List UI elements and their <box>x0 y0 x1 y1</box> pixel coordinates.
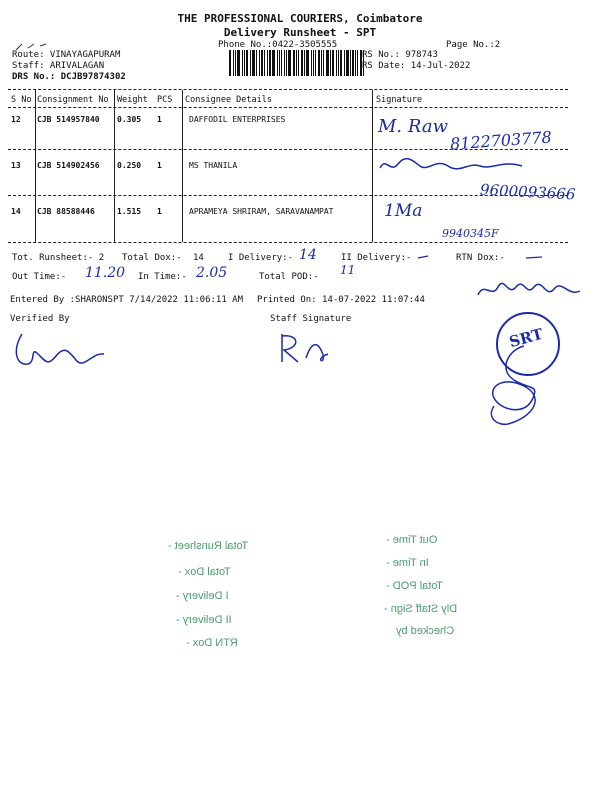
row-sno: 13 <box>11 161 21 170</box>
row-pcs: 1 <box>157 115 162 124</box>
total-dox-label: Total Dox:- <box>122 253 182 263</box>
column-line <box>372 90 373 242</box>
column-header-pcs: PCS <box>157 95 173 105</box>
barcode-bar <box>346 50 349 76</box>
row-signature-handwritten: 1Ma <box>384 201 423 221</box>
column-line <box>182 90 183 242</box>
barcode-bar <box>235 50 236 76</box>
rs-date: RS Date: 14-Jul-2022 <box>362 61 471 71</box>
total-dox-value: 14 <box>193 253 204 263</box>
show-through-text: Dly Staff Sign - <box>384 603 458 615</box>
total-pod-label: Total POD:- <box>259 272 319 282</box>
row-phone-handwritten: 9940345F <box>442 227 499 240</box>
tamil-signature <box>474 275 584 305</box>
barcode-bar <box>284 50 285 76</box>
dash-marks <box>414 250 554 264</box>
row-weight: 0.305 <box>117 115 142 124</box>
barcode-image <box>229 50 365 76</box>
column-line <box>114 90 115 242</box>
barcode-bar <box>288 50 291 76</box>
barcode-bar <box>350 50 351 76</box>
staff-label: Staff: ARIVALAGAN <box>12 61 105 71</box>
row-sno: 14 <box>11 207 21 216</box>
barcode-bar <box>250 50 251 76</box>
verified-signature <box>8 326 108 376</box>
barcode-bar <box>244 50 246 76</box>
verified-by-label: Verified By <box>10 314 70 324</box>
barcode-bar <box>229 50 231 76</box>
column-header-sno: S No <box>11 95 32 105</box>
row-consignee: DAFFODIL ENTERPRISES <box>189 115 286 124</box>
barcode-bar <box>293 50 295 76</box>
row-weight: 0.250 <box>117 161 142 170</box>
rtn-dox-label: RTN Dox:- <box>456 253 505 263</box>
show-through-text: Total POD - <box>386 580 443 592</box>
row-pcs: 1 <box>157 207 162 216</box>
barcode-bar <box>281 50 283 76</box>
i-delivery-handwritten: 14 <box>299 247 317 263</box>
drs-number: DRS No.: DCJB97874302 <box>12 72 126 82</box>
entered-by: Entered By :SHARONSPT 7/14/2022 11:06:11 AM <box>10 295 243 305</box>
barcode-bar <box>246 50 248 76</box>
barcode-bar <box>279 50 280 76</box>
barcode-bar <box>298 50 299 76</box>
barcode-bar <box>306 50 309 76</box>
document-title: Delivery Runsheet - SPT <box>223 26 377 39</box>
barcode-bar <box>330 50 331 76</box>
barcode-bar <box>340 50 342 76</box>
out-time-label: Out Time:- <box>12 272 67 282</box>
barcode-bar <box>301 50 303 76</box>
barcode-bar <box>242 50 243 76</box>
out-time-handwritten: 11.20 <box>85 265 126 281</box>
barcode-bar <box>338 50 339 76</box>
barcode-bar <box>269 50 271 76</box>
barcode-bar <box>344 50 345 76</box>
printed-on: Printed On: 14-07-2022 11:07:44 <box>257 295 425 305</box>
barcode-bar <box>256 50 257 76</box>
show-through-text: In Time - <box>386 557 429 569</box>
barcode-bar <box>313 50 314 76</box>
show-through-text: Out Time - <box>386 534 438 546</box>
barcode-bar <box>332 50 334 76</box>
row-sno: 12 <box>11 115 21 124</box>
staff-signature-label: Staff Signature <box>270 314 352 324</box>
row-consignment: CJB 514957840 <box>37 115 100 124</box>
row-pcs: 1 <box>157 161 162 170</box>
barcode-bar <box>326 50 329 76</box>
column-header-consignee: Consignee Details <box>185 95 272 105</box>
in-time-label: In Time:- <box>138 272 187 282</box>
barcode-bar <box>237 50 240 76</box>
in-time-handwritten: 2.05 <box>196 265 228 281</box>
phone-number: Phone No.:0422-3505555 <box>218 40 338 50</box>
barcode-bar <box>286 50 287 76</box>
company-name: THE PROFESSIONAL COURIERS, Coimbatore <box>177 12 423 25</box>
barcode-bar <box>259 50 260 76</box>
tot-runsheet: Tot. Runsheet:- 2 <box>12 253 105 263</box>
route-label: Route: VINAYAGAPURAM <box>12 50 121 60</box>
barcode-bar <box>318 50 320 76</box>
pen-mark <box>12 40 52 54</box>
show-through-text: RTN Dox - <box>186 637 238 649</box>
row-signature-scribble <box>376 154 526 176</box>
rs-number: RS No.: 978743 <box>362 50 438 60</box>
barcode-bar <box>264 50 265 76</box>
row-consignee: MS THANILA <box>189 161 238 170</box>
barcode-bar <box>296 50 297 76</box>
barcode-bar <box>315 50 317 76</box>
show-through-text: I Delivery - <box>176 590 229 602</box>
column-header-consignment: Consignment No <box>37 95 109 105</box>
column-header-weight: Weight <box>117 95 148 105</box>
barcode-bar <box>321 50 322 76</box>
barcode-bar <box>355 50 356 76</box>
column-line <box>35 90 36 242</box>
row-phone-handwritten: 9600093666 <box>479 180 576 204</box>
barcode-bar <box>311 50 312 76</box>
barcode-bar <box>304 50 305 76</box>
table-bottom-rule <box>8 242 568 243</box>
stamp-scribble <box>478 340 558 430</box>
column-header-signature: Signature <box>376 95 423 105</box>
i-delivery-label: I Delivery:- <box>228 253 294 263</box>
row-consignment: CJB 88588446 <box>37 207 95 216</box>
row-consignment: CJB 514902456 <box>37 161 100 170</box>
barcode-bar <box>233 50 234 76</box>
show-through-text: Checked by <box>396 625 455 637</box>
show-through-text: Total Dox - <box>178 566 231 578</box>
barcode-bar <box>323 50 324 76</box>
barcode-bar <box>252 50 255 76</box>
page-number: Page No.:2 <box>446 40 501 50</box>
show-through-text: II Delivery - <box>176 614 232 626</box>
barcode-bar <box>267 50 268 76</box>
barcode-bar <box>272 50 275 76</box>
staff-signature <box>272 328 332 368</box>
barcode-bar <box>336 50 337 76</box>
barcode-bar <box>261 50 263 76</box>
table-top-rule <box>8 89 568 90</box>
row-consignee: APRAMEYA SHRIRAM, SARAVANAMPAT <box>189 207 334 216</box>
row-phone-handwritten: 8122703778 <box>449 127 553 154</box>
ii-delivery-label: II Delivery:- <box>341 253 412 263</box>
table-header-rule <box>8 107 568 108</box>
barcode-bar <box>352 50 354 76</box>
row-weight: 1.515 <box>117 207 142 216</box>
show-through-text: Total Runsheet - <box>168 540 249 552</box>
barcode-bar <box>357 50 358 76</box>
stamp-text: SRT <box>507 324 545 352</box>
row-signature-handwritten: M. Raw <box>378 116 448 137</box>
ii-delivery-handwritten: 11 <box>340 263 356 277</box>
barcode-bar <box>277 50 278 76</box>
